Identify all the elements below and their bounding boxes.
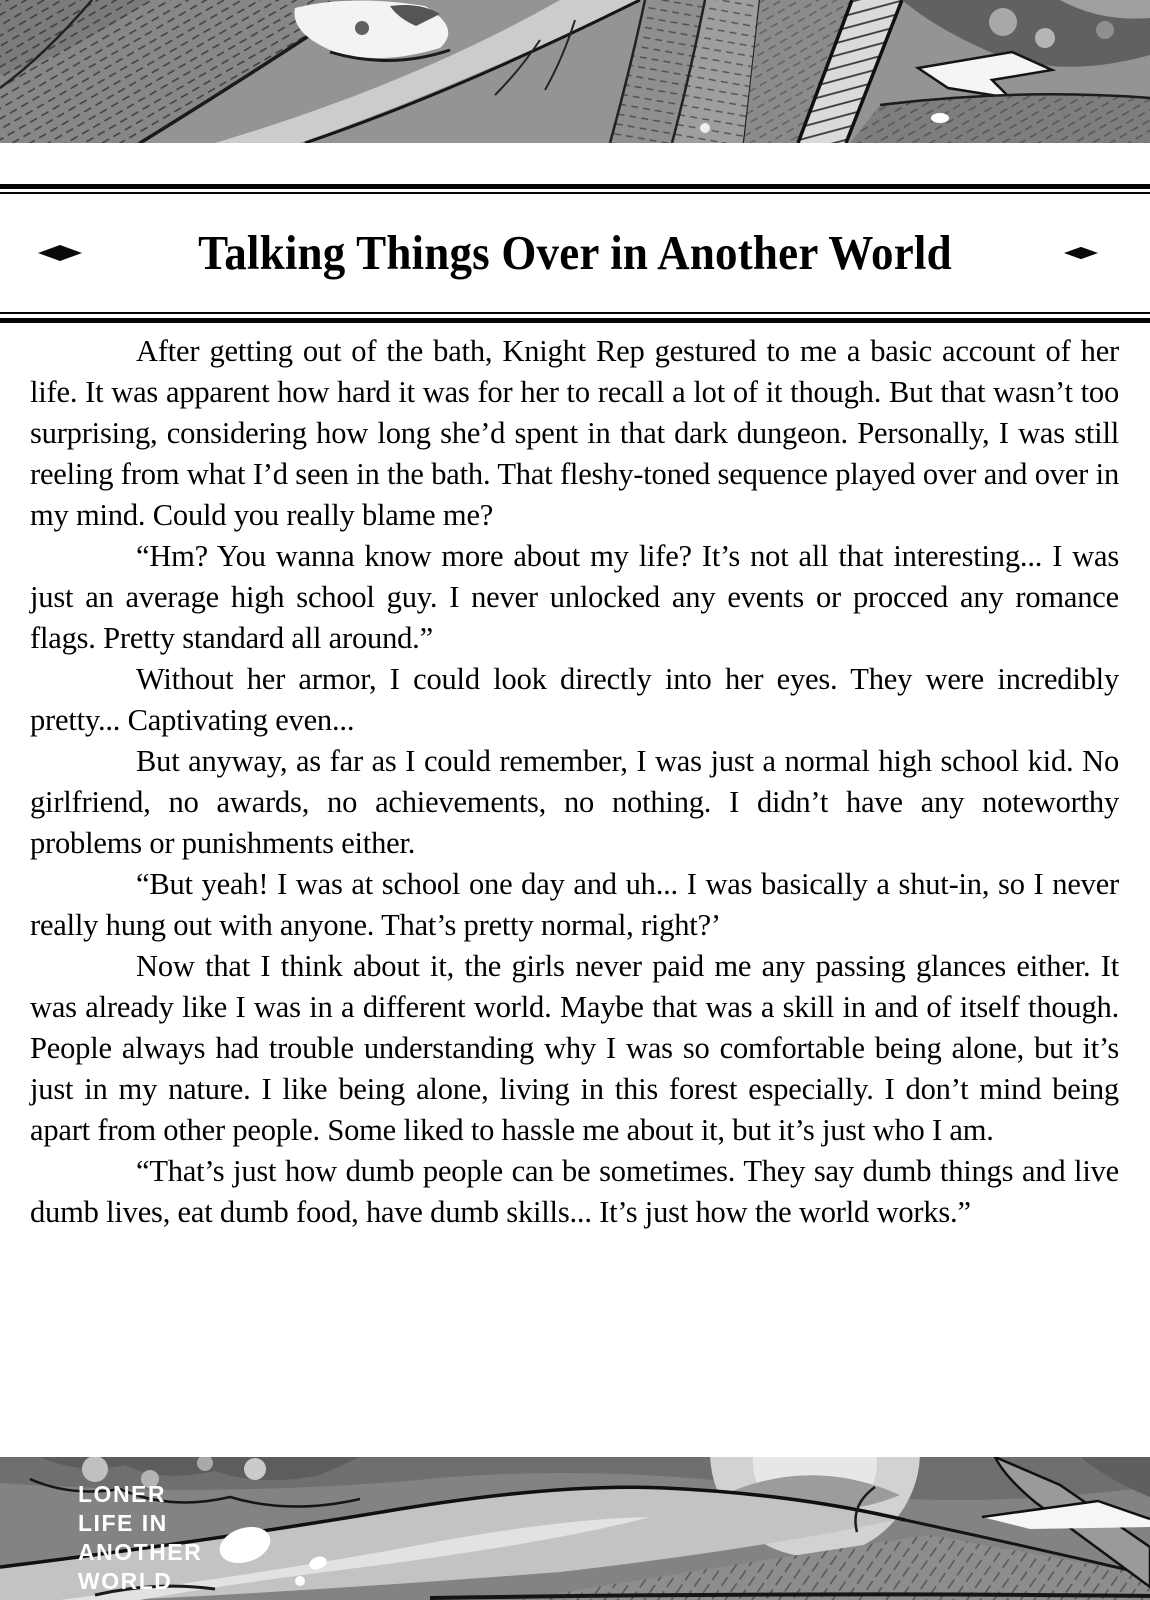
paragraph: Without her armor, I could look directly into her eyes. They were incredibly pretty... Captivating even... [30,662,1119,737]
diamond-ornament-left-icon [38,245,82,261]
title-rule-thick-bottom [0,318,1150,323]
series-logo [78,1480,202,1596]
chapter-body-text [30,331,1119,1233]
chapter-title-band [0,196,1150,310]
paragraph: But anyway, as far as I could remember, I was just a normal high school kid. No girlfriend, no awards, no achievements, no nothing. I didn’t have any noteworthy problems or punishments either. [30,744,1119,860]
chapter-title: Talking Things Over in Another World [198,226,952,280]
forest-canopy-illustration [0,0,1150,143]
title-rule-thin-top [0,192,1150,194]
top-artwork [0,0,1150,143]
diamond-ornament-right-icon [1064,247,1098,260]
paragraph: “But yeah! I was at school one day and uh... I was basically a shut-in, so I never really hung out with anyone. That’s pretty normal, right?’ [30,867,1119,942]
series-logo-line: LONER [78,1481,166,1507]
title-rule-thin-bottom [0,312,1150,314]
series-logo-line: WORLD [78,1568,173,1594]
paragraph: “That’s just how dumb people can be sometimes. They say dumb things and live dumb lives, eat dumb food, have dumb skills... It’s just how the world works.” [30,1154,1119,1229]
series-logo-line: LIFE IN [78,1510,168,1536]
bottom-artwork [0,1457,1150,1600]
paragraph: Now that I think about it, the girls never paid me any passing glances either. It was already like I was in a different world. Maybe that was a skill in and of itself though. People always had trouble understanding why I was so comfortable being alone, but it’s just in my nature. I like being alone, living in this forest especially. I don’t mind being apart from other people. Some liked to hassle me about it, but it’s just who I am. [30,949,1119,1147]
paragraph: After getting out of the bath, Knight Rep gestured to me a basic account of her life. It was apparent how hard it was for her to recall a lot of it though. But that wasn’t too surprising, considering how long she’d spent in that dark dungeon. Personally, I was still reeling from what I’d seen in the bath. That fleshy-toned sequence played over and over in my mind. Could you really blame me? [30,334,1119,532]
title-rule-thick-top [0,184,1150,189]
paragraph: “Hm? You wanna know more about my life? It’s not all that interesting... I was just an average high school guy. I never unlocked any events or procced any romance flags. Pretty standard all around.” [30,539,1119,655]
series-logo-line: ANOTHER [78,1539,203,1565]
